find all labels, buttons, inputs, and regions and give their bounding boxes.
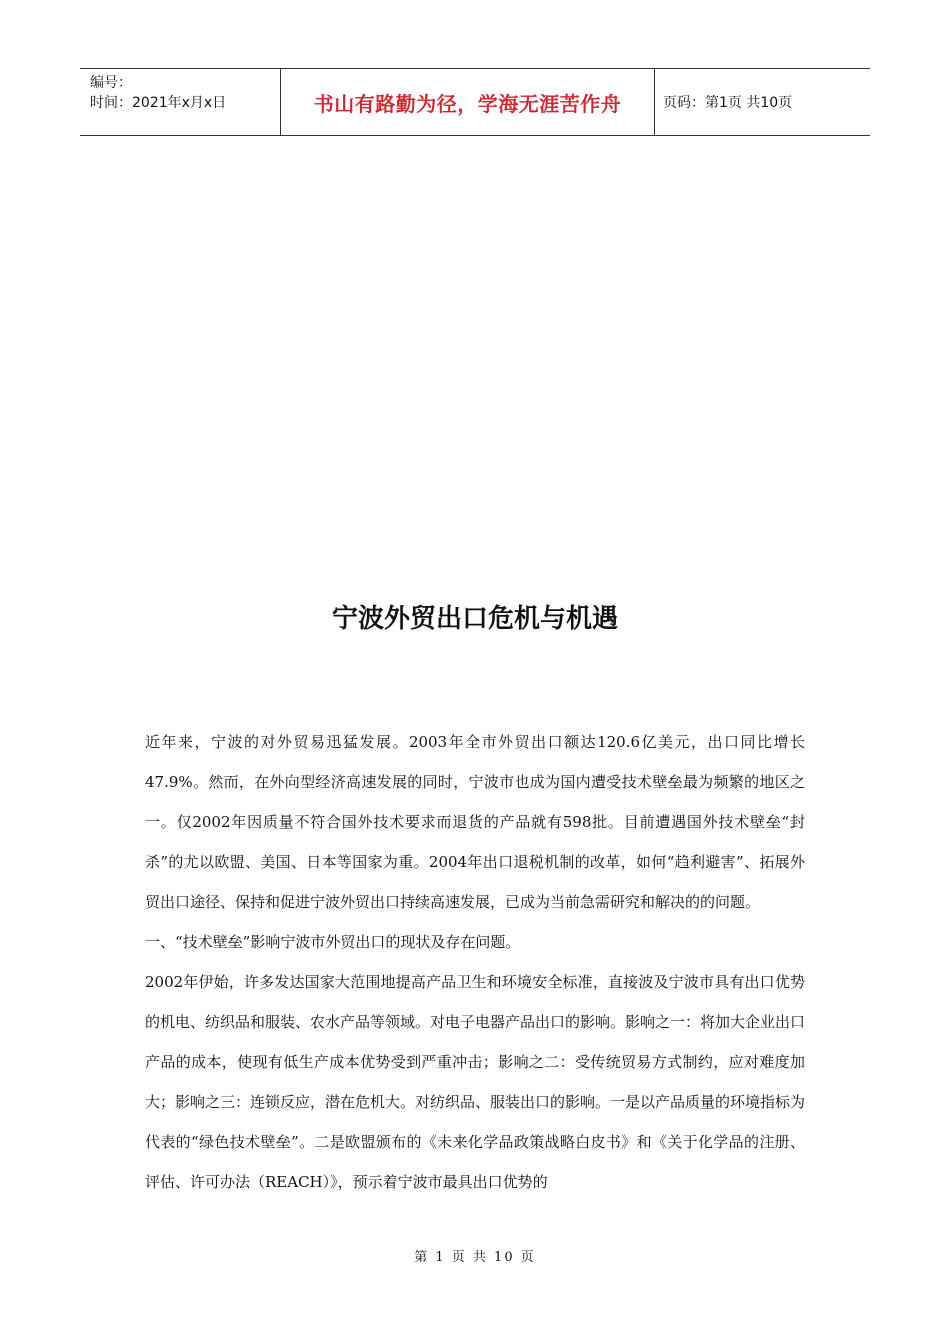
header-meta (80, 69, 281, 135)
header-page-info-cell (655, 69, 870, 135)
document-header (80, 68, 870, 136)
number-label: 编号： (90, 75, 132, 91)
page-footer: 第 1 页 共 10 页 (414, 1250, 536, 1265)
paragraph: 2002年伊始，许多发达国家大范围地提高产品卫生和环境安全标准，直接波及宁波市具有出口优势的机电、纺织品和服装、农水产品等领域。对电子电器产品出口的影响。影响之一：将加大企业出口产品的成本，使现有低生产成本优势受到严重冲击；影响之二：受传统贸易方式制约，应对难度加大；影响之三：连锁反应，潜在危机大。对纺织品、服装出口的影响。一是以产品质量的环境指标为代表的“绿色技术壁垒”。二是欧盟颁布的《未来化学品政策战略白皮书》和《关于化学品的注册、评估、许可办法（REACH）》，预示着宁波市最具出口优势的 (145, 973, 806, 1191)
motto-text: 书山有路勤为径，学海无涯苦作舟 (313, 91, 622, 116)
header-motto-cell (281, 69, 655, 135)
document-title: 宁波外贸出口危机与机遇 (331, 604, 618, 634)
document-body (145, 722, 805, 1202)
paragraph: 近年来，宁波的对外贸易迅猛发展。2003年全市外贸出口额达120.6亿美元，出口同比增长47.9%。然而，在外向型经济高速发展的同时，宁波市也成为国内遭受技术壁垒最为频繁的地区之一。仅2002年因质量不符合国外技术要求而退货的产品就有598批。目前遭遇国外技术壁垒“封杀”的尤以欧盟、美国、日本等国家为重。2004年出口退税机制的改革，如何“趋利避害”、拓展外贸出口途径、保持和促进宁波外贸出口持续高速发展，已成为当前急需研究和解决的的问题。 (145, 733, 805, 911)
page-info: 页码：第1页 共10页 (663, 95, 793, 111)
section-heading: 一、“技术壁垒”影响宁波市外贸出口的现状及存在问题。 (145, 933, 521, 951)
time-label: 时间：2021年x月x日 (90, 95, 227, 111)
